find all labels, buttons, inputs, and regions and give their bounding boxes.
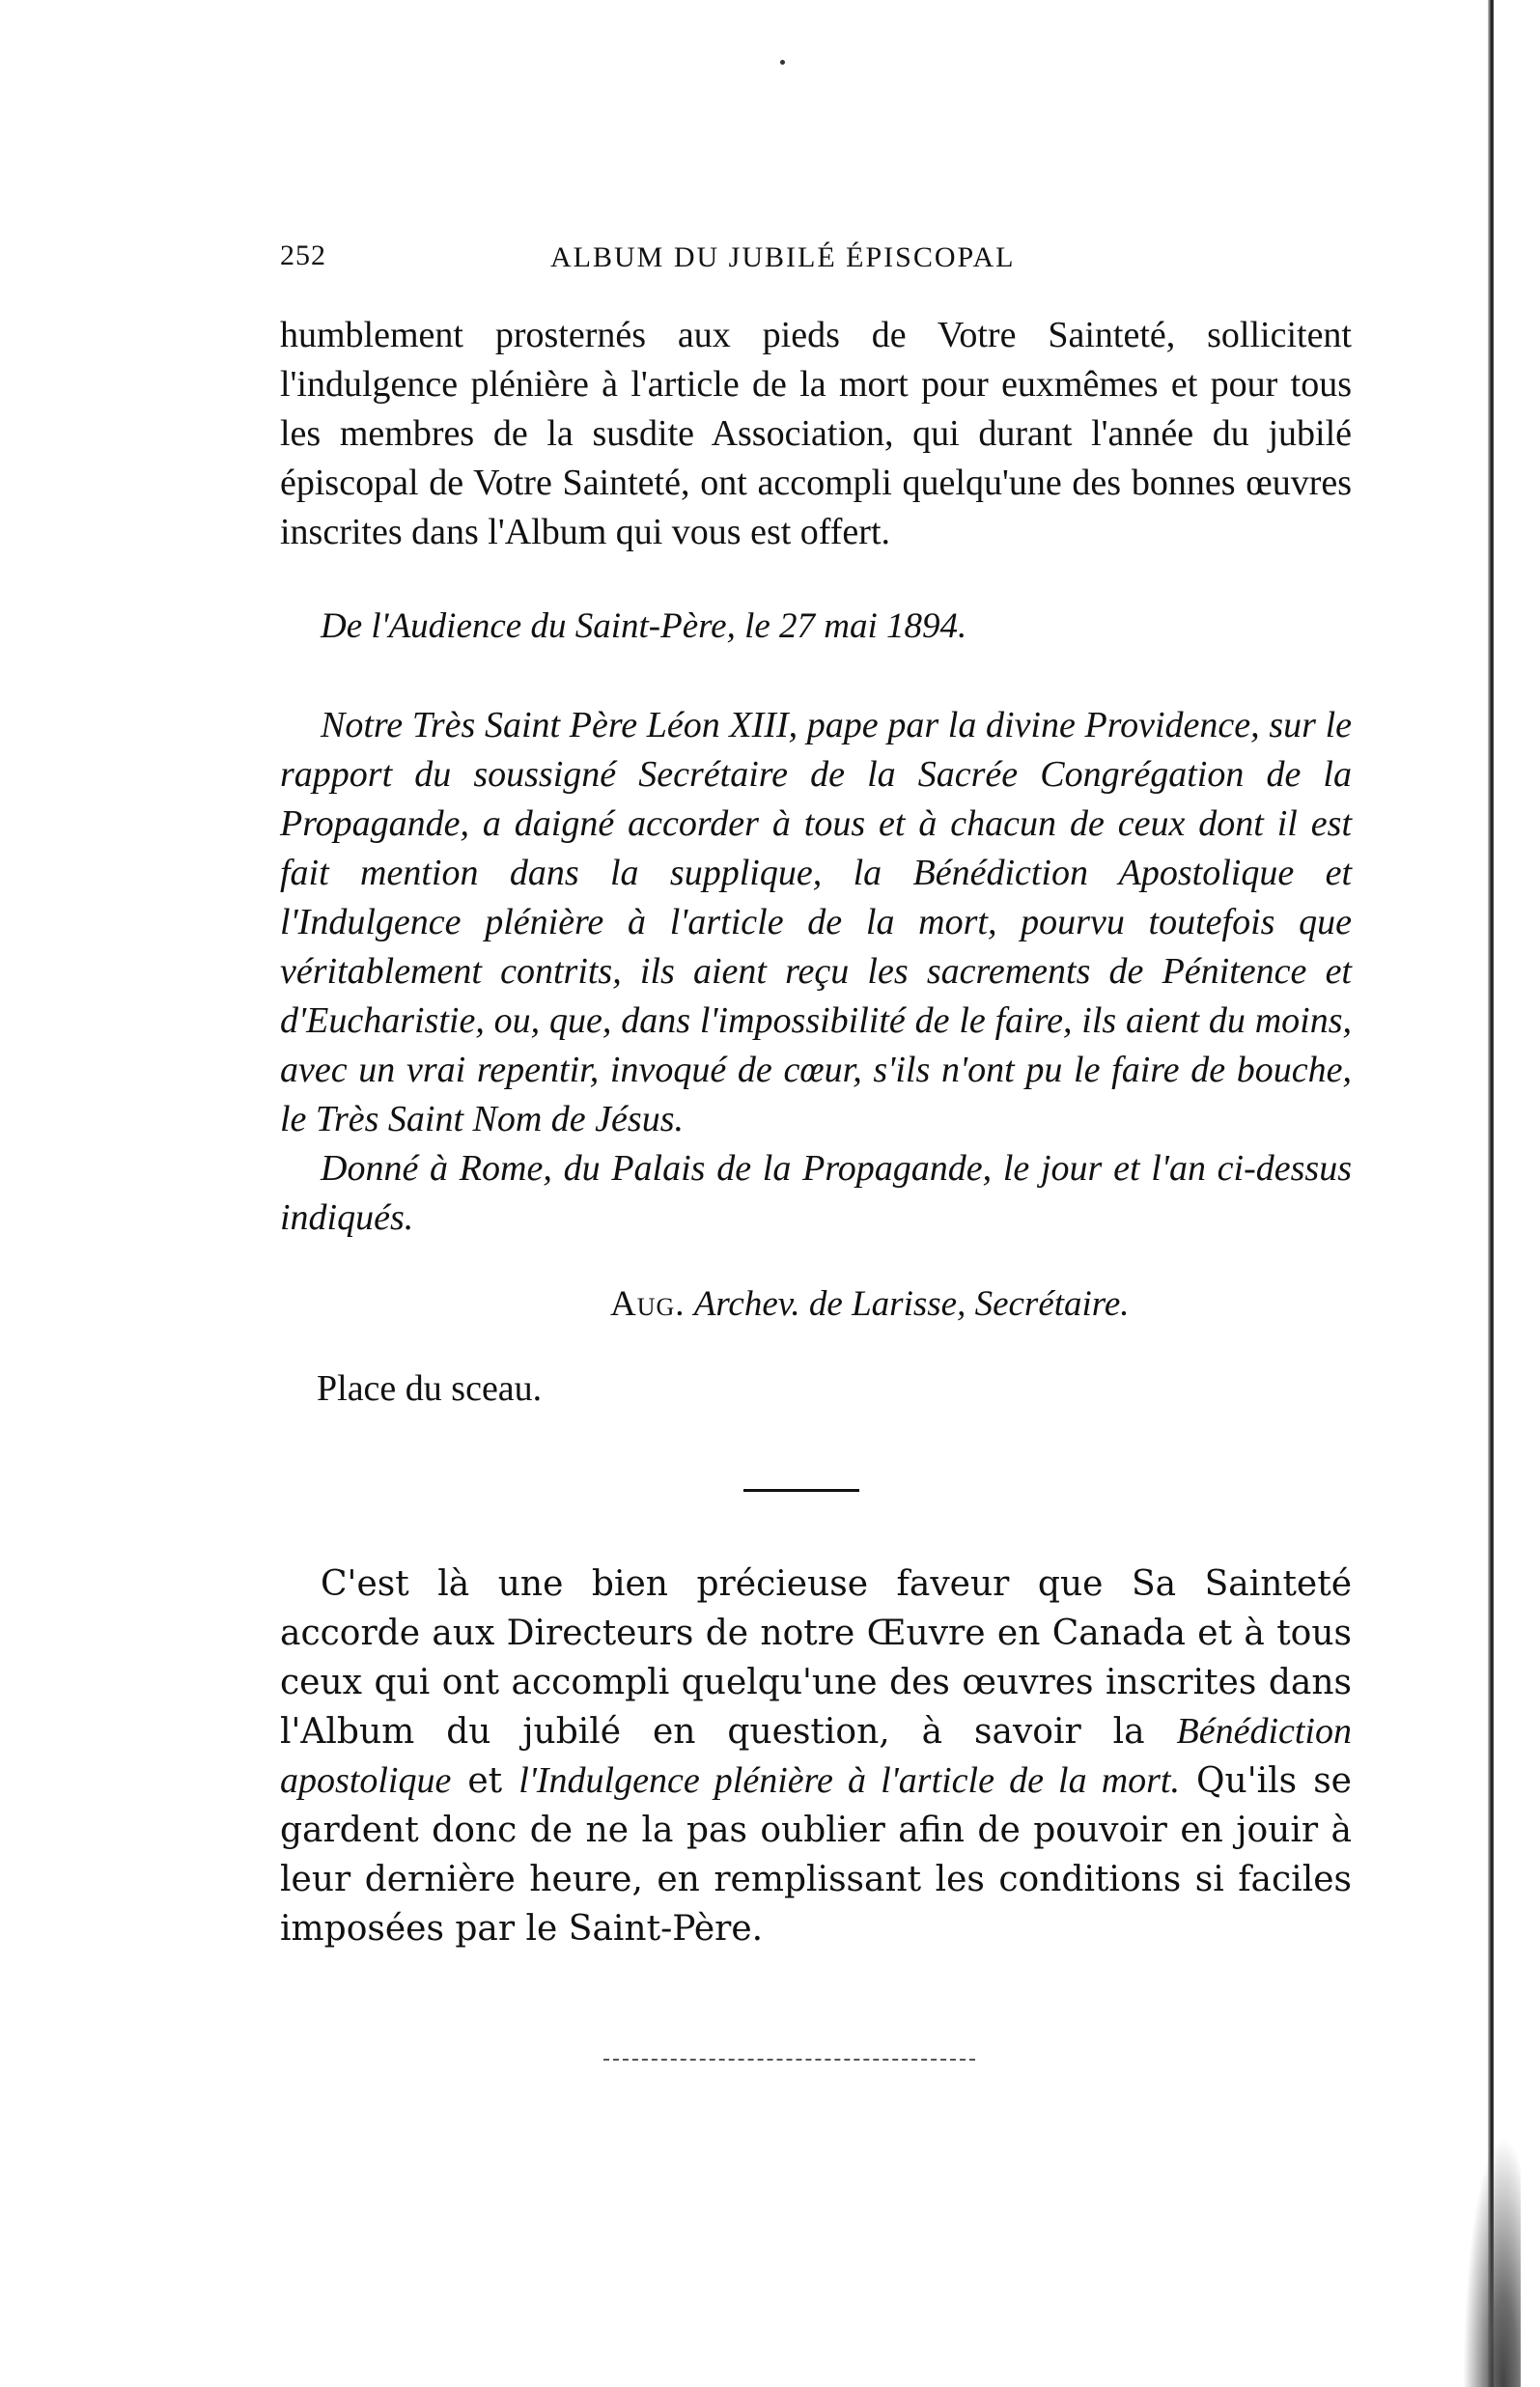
signature-name: Aug. <box>610 1284 686 1324</box>
seal-note: Place du sceau. <box>317 1368 543 1409</box>
signature <box>280 1279 1352 1329</box>
closing-italic-1: Bénédiction apostolique <box>280 1711 1352 1801</box>
rescript-given: Donné à Rome, du Palais de la Propagande, le jour et l'an ci-dessus indiqués. <box>280 1148 1352 1238</box>
running-title: ALBUM DU JUBILÉ ÉPISCOPAL <box>550 241 1016 273</box>
rescript <box>280 701 1352 1243</box>
page-number: 252 <box>280 239 326 271</box>
end-rule <box>603 2059 975 2061</box>
rescript-body: Notre Très Saint Père Léon XIII, pape par la divine Providence, sur le rapport du soussigné Secrétaire de la Sacrée Congrégation de la Propagande, a daigné accorder à tous et à chacun de ceux dont il est fait mention dans la supplique, la Bénédiction Apostolique et l'Indulgence plénière à l'article de la mort, pourvu toutefois que véritablement contrits, ils aient reçu les sacrements de Pénitence et d'Eucharistie, ou, que, dans l'impossibilité de le faire, ils aient du moins, avec un vrai repentir, invoqué de cœur, s'ils n'ont pu le faire de bouche, le Très Saint Nom de Jésus. <box>280 705 1352 1139</box>
dateline: De l'Audience du Saint-Père, le 27 mai 1894. <box>321 606 967 646</box>
closing-italic-2: l'Indulgence plénière à l'article de la mort. <box>518 1760 1180 1801</box>
page-edge-fray <box>1463 2136 1521 2387</box>
closing-text-3: Qu'ils se gardent donc de ne la pas oublier afin de pouvoir en jouir à leur dernière heure, en remplissant les conditions si faciles imposées par le Saint-Père. <box>280 1761 1352 1949</box>
closing-text-1: C'est là une bien précieuse faveur que Sa Sainteté accorde aux Directeurs de notre Œuvre en Canada et à tous ceux qui ont accompli quelqu'une des œuvres inscrites dans l'Album du jubilé en question, à savoir la <box>280 1564 1352 1752</box>
ink-speck <box>780 60 785 65</box>
running-header <box>280 239 1284 278</box>
closing-paragraph <box>280 1559 1352 1953</box>
page-body <box>280 311 1352 1953</box>
page-edge-shadow <box>1488 0 1494 2387</box>
signature-title: Archev. de Larisse, Secrétaire. <box>693 1284 1130 1324</box>
petition-paragraph: humblement prosternés aux pieds de Votre Sainteté, sollicitent l'indulgence plénière à l'article de la mort pour euxmêmes et pour tous les membres de la susdite Association, qui durant l'année du jubilé épiscopal de Votre Sainteté, ont accompli quelqu'une des bonnes œuvres inscrites dans l'Album qui vous est offert. <box>280 315 1352 552</box>
closing-text-2: et <box>467 1761 503 1801</box>
section-divider <box>743 1489 859 1492</box>
